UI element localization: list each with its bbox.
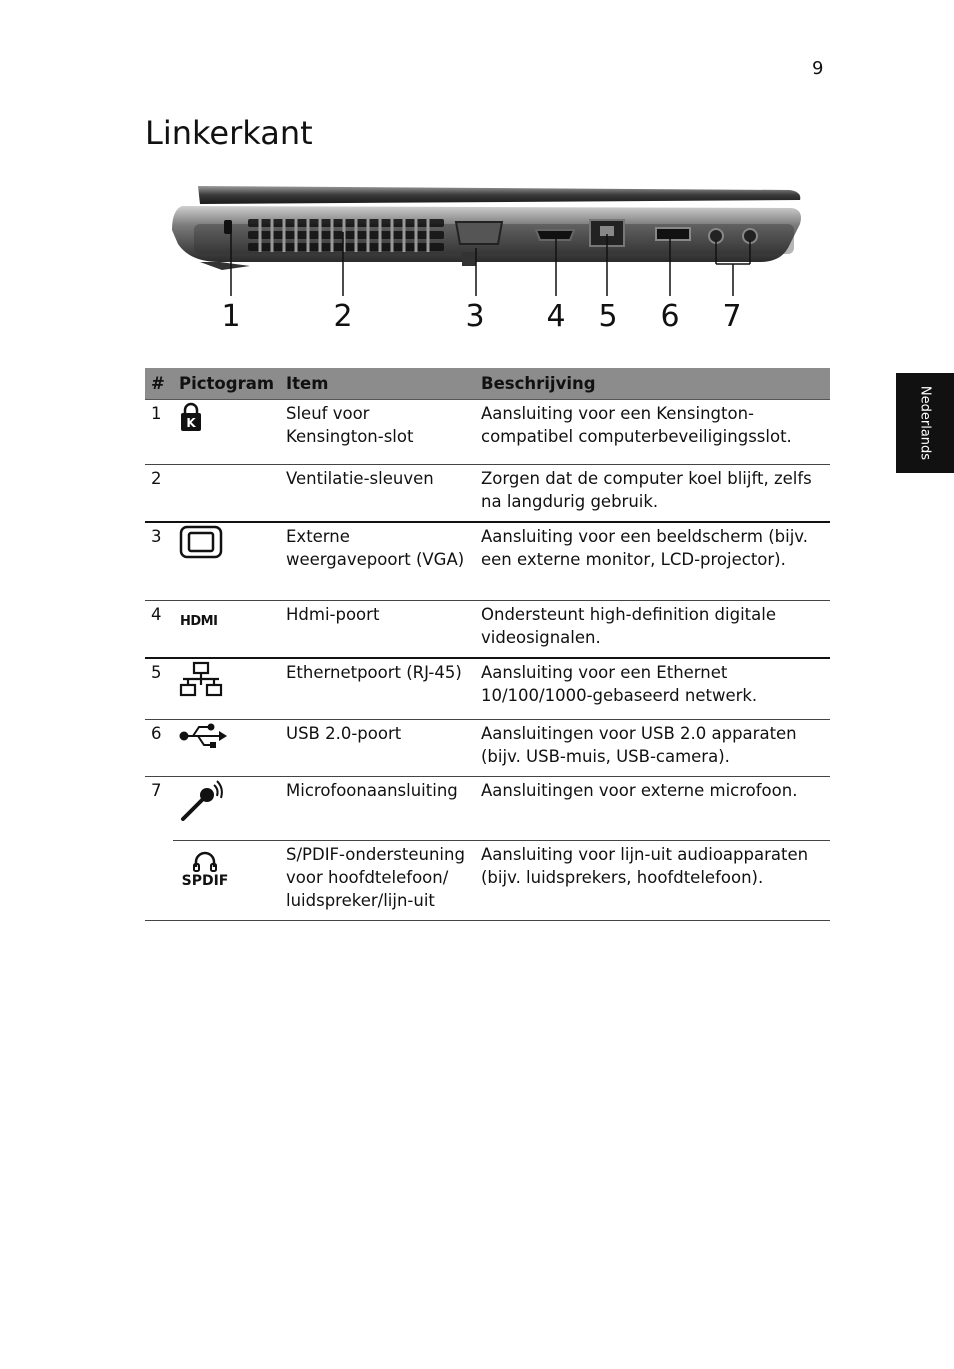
callout-7: 7: [722, 299, 742, 334]
callout-1: 1: [221, 299, 241, 334]
row-num: [145, 841, 173, 921]
row-desc: Aansluiting voor een Kensington-compatibel computerbeveiligingsslot.: [475, 400, 830, 465]
row-item: S/PDIF-ondersteuning voor hoofdtelefoon/ luidspreker/lijn-uit: [280, 841, 475, 921]
microphone-icon: [179, 779, 276, 823]
row-num: 1: [145, 400, 173, 465]
usb-icon: [179, 722, 276, 750]
header-item: Item: [280, 368, 475, 400]
hdmi-port: [536, 230, 574, 240]
hdmi-icon: [179, 603, 276, 633]
row-num: 7: [151, 781, 162, 800]
spdif-label: SPDIF: [181, 873, 229, 889]
callout-4: 4: [546, 299, 566, 334]
row-desc: Ondersteunt high-definition digitale videosignalen.: [475, 600, 830, 658]
row-num: 4: [145, 600, 173, 658]
row-item: Microfoonaansluiting: [280, 777, 475, 841]
table-row: [145, 465, 830, 523]
row-item: Hdmi-poort: [280, 600, 475, 658]
table-header-row: [145, 368, 830, 400]
row-desc: Aansluitingen voor USB 2.0 apparaten (bijv. USB-muis, USB-camera).: [475, 720, 830, 777]
vga-monitor-icon: [179, 525, 276, 559]
row-desc: Aansluiting voor lijn-uit audioapparaten (bijv. luidsprekers, hoofdtelefoon).: [475, 841, 830, 921]
page-title: Linkerkant: [145, 114, 313, 152]
row-num: 5: [145, 658, 173, 720]
header-desc: Beschrijving: [475, 368, 830, 400]
row-desc: Aansluitingen voor externe microfoon.: [475, 777, 830, 841]
row-item: Ethernetpoort (RJ-45): [280, 658, 475, 720]
table-row: [145, 600, 830, 658]
table-row: [145, 658, 830, 720]
row-desc: Aansluiting voor een beeldscherm (bijv. een externe monitor, LCD-projector).: [475, 522, 830, 600]
ports-table: [145, 368, 830, 921]
row-item: Externe weergavepoort (VGA): [280, 522, 475, 600]
usb-port: [656, 228, 690, 240]
table-row: [145, 522, 830, 600]
table-row: [145, 400, 830, 465]
table-row: [145, 777, 830, 841]
callout-6: 6: [660, 299, 680, 334]
callout-3: 3: [465, 299, 485, 334]
kensington-lock-icon: [179, 402, 276, 432]
row-num: 6: [145, 720, 173, 777]
laptop-left-side-figure: [160, 178, 820, 338]
callout-5: 5: [598, 299, 618, 334]
vga-port: [456, 222, 502, 244]
header-num: #: [145, 368, 173, 400]
table-row: [145, 720, 830, 777]
laptop-lid: [198, 186, 800, 204]
row-item: USB 2.0-poort: [280, 720, 475, 777]
row-item: Sleuf voor Kensington-slot: [280, 400, 475, 465]
headphone-spdif-icon: [179, 843, 231, 889]
row-desc: Aansluiting voor een Ethernet 10/100/1000-gebaseerd netwerk.: [475, 658, 830, 720]
header-icon: Pictogram: [173, 368, 280, 400]
ethernet-network-icon: [179, 661, 276, 699]
row-num: 3: [145, 522, 173, 600]
language-side-tab: [896, 373, 954, 473]
side-tab-label: Nederlands: [917, 385, 933, 461]
callout-2: 2: [333, 299, 353, 334]
row-item: Ventilatie-sleuven: [280, 465, 475, 523]
page-number: 9: [812, 58, 824, 79]
svg-text:HDMI: HDMI: [180, 613, 218, 629]
row-desc: Zorgen dat de computer koel blijft, zelfs na langdurig gebruik.: [475, 465, 830, 523]
svg-text:K: K: [186, 416, 196, 430]
row-num: 2: [145, 465, 173, 523]
table-row: [145, 841, 830, 921]
